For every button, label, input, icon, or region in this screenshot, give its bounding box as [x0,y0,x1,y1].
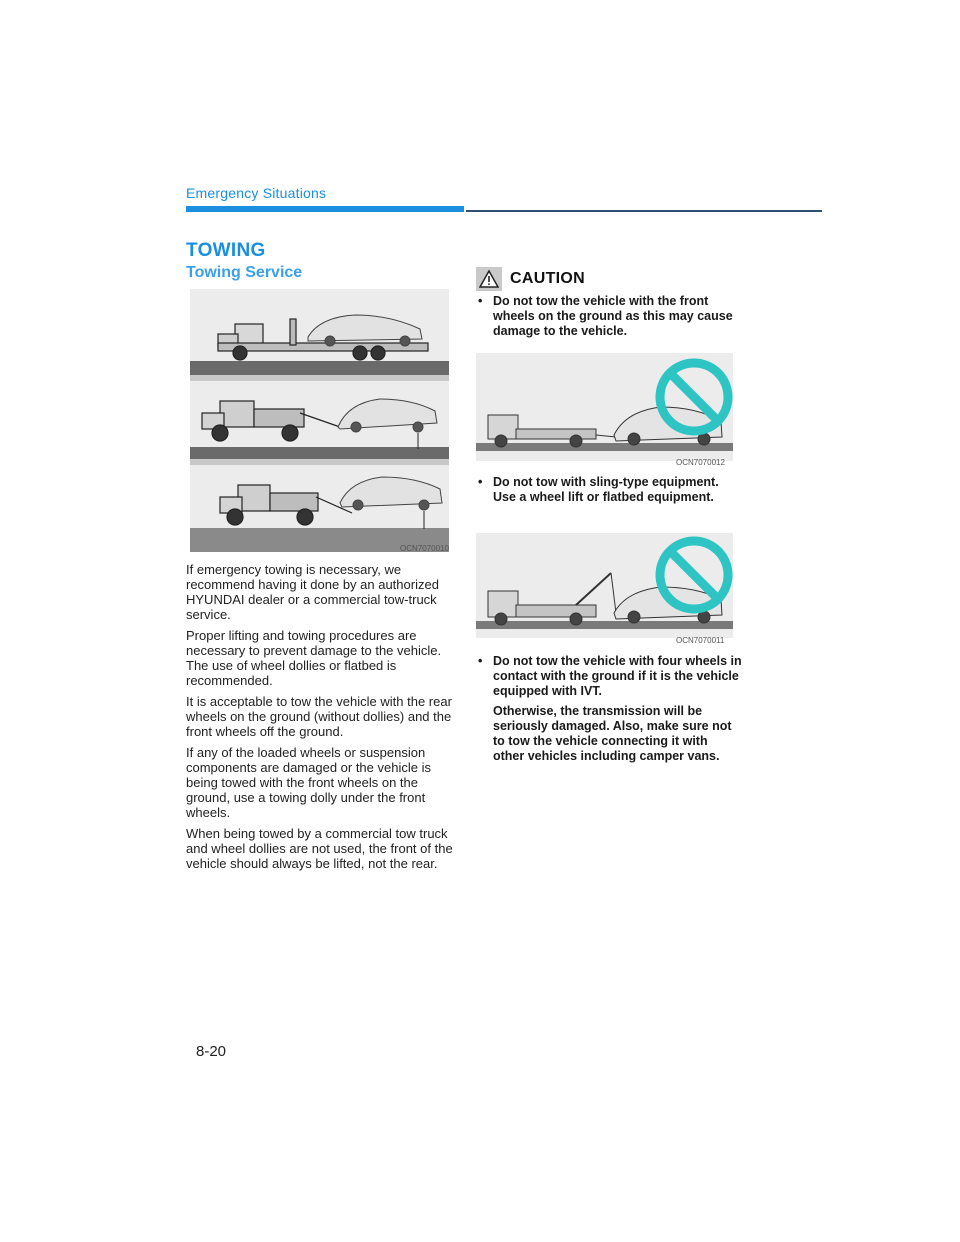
caution-label: CAUTION [510,270,585,287]
prohibited-sling-tow-illustration [476,533,733,638]
caution-bullet [478,654,742,769]
figure-code-caution-1: OCN7070012 [676,458,725,467]
sling-type-figure [476,533,733,638]
caution-bullet-text: Do not tow with sling-type equipment. Use a wheel lift or flatbed equipment. [493,475,719,504]
prohibited-front-wheel-tow-illustration [476,353,733,461]
header-section-title: Emergency Situations [186,185,327,201]
warning-triangle-icon [476,267,502,291]
figure-code-caution-2: OCN7070011 [676,636,725,645]
front-wheels-on-ground-figure [476,353,733,461]
header-bar-accent [186,206,464,212]
caution-heading [476,267,585,291]
bullet-dot: • [478,294,483,308]
bullet-dot: • [478,475,483,489]
figure-code-main: OCN7070010 [400,544,449,553]
towing-methods-illustration [190,289,449,552]
body-paragraph: If any of the loaded wheels or suspension components are damaged or the vehicle is being towed with the front wheels on the ground, use a towing dolly under the front wheels. [186,745,431,820]
body-paragraph: Proper lifting and towing procedures are necessary to prevent damage to the vehicle. The use of wheel dollies or flatbed is recommended. [186,628,442,688]
towing-methods-figure [190,289,449,552]
section-title: TOWING [186,240,266,261]
caution-bullet-text-continued: Otherwise, the transmission will be seriously damaged. Also, make sure not to tow the vehicle connecting it with other vehicles including camper vans. [493,704,732,763]
body-paragraph: When being towed by a commercial tow truck and wheel dollies are not used, the front of the vehicle should always be lifted, not the rear. [186,826,453,871]
body-text [186,562,454,877]
page-number: 8-20 [196,1043,227,1060]
caution-bullet-text: Do not tow the vehicle with four wheels in contact with the ground if it is the vehicle equipped with IVT. [493,654,742,698]
body-paragraph: If emergency towing is necessary, we recommend having it done by an authorized HYUNDAI dealer or a commercial tow-truck service. [186,562,439,622]
caution-bullet-text: Do not tow the vehicle with the front wheels on the ground as this may cause damage to the vehicle. [493,294,733,338]
caution-bullet [478,294,742,344]
body-paragraph: It is acceptable to tow the vehicle with the rear wheels on the ground (without dollies) and the front wheels off the ground. [186,694,452,739]
bullet-dot: • [478,654,483,668]
header-bar-rule [466,210,822,212]
caution-bullet [478,475,742,510]
sub-title: Towing Service [186,264,303,281]
